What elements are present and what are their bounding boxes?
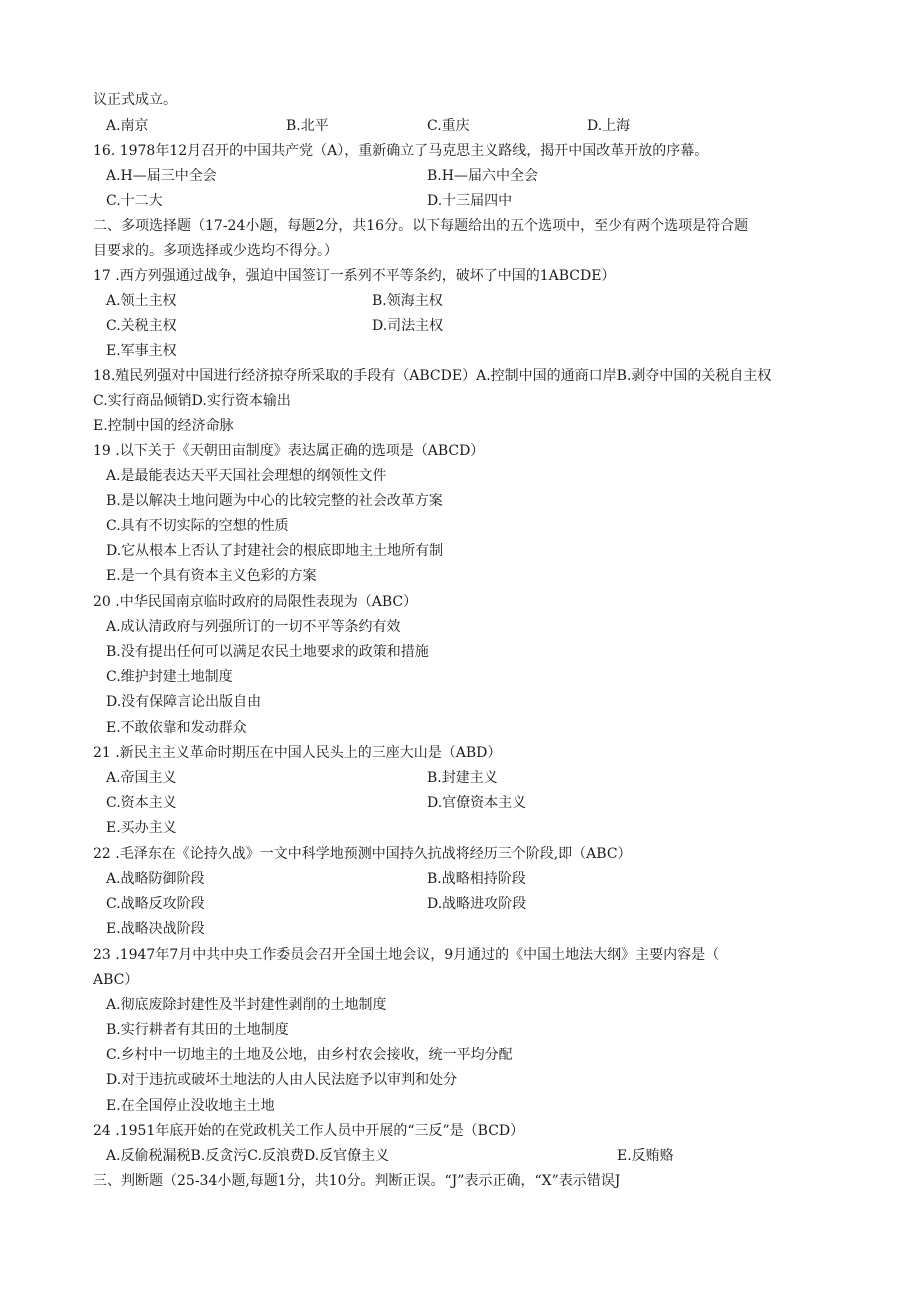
- question-19: 19 .以下关于《天朝田亩制度》表达属正确的选项是（ABCD）: [93, 443, 485, 459]
- question-17: 17 .西方列强通过战争，强迫中国签订一系列不平等条约，破坏了中国的1ABCDE）: [93, 268, 616, 284]
- option-e: E.军事主权: [106, 343, 177, 359]
- option-e: E.战略决战阶段: [106, 921, 205, 937]
- option-d: D.它从根本上否认了封建社会的根底即地主土地所有制: [106, 543, 444, 559]
- question-22: 22 .毛泽东在《论持久战》一文中科学地预测中国持久抗战将经历三个阶段,即（ABC）: [93, 846, 632, 862]
- option-d: D.战略进攻阶段: [427, 896, 527, 912]
- option-c: C.重庆: [427, 118, 470, 134]
- question-18-cont: E.控制中国的经济命脉: [93, 418, 234, 434]
- option-b: B.是以解决土地问题为中心的比较完整的社会改革方案: [106, 493, 443, 509]
- option-d: D.没有保障言论出版自由: [106, 694, 262, 710]
- section-2-heading-cont: 目要求的。多项选择或少选均不得分。）: [93, 243, 338, 259]
- option-a: A.帝国主义: [106, 770, 177, 786]
- option-a: A.是最能表达天平天国社会理想的纲领性文件: [106, 468, 387, 484]
- option-c: C.十二大: [106, 193, 163, 209]
- option-b: B.封建主义: [427, 770, 498, 786]
- question-24: 24 .1951年底开始的在党政机关工作人员中开展的“三反”是（BCD）: [93, 1123, 525, 1139]
- section-3-heading: 三、判断题（25-34小题,每题1分，共10分。判断正误。“J”表示正确，“X”表示错误J: [93, 1173, 621, 1189]
- section-2-heading: 二、多项选择题（17-24小题，每题2分，共16分。以下每题给出的五个选项中，至少有两个选项是符合题: [93, 218, 749, 234]
- option-a: A.成认清政府与列强所订的一切不平等条约有效: [106, 619, 401, 635]
- option-a: A.战略防御阶段: [106, 871, 205, 887]
- option-a: A.领土主权: [106, 293, 177, 309]
- options-a-to-d: A.反偷税漏税B.反贪污C.反浪费D.反官僚主义: [106, 1148, 390, 1164]
- option-c: C.乡村中一切地主的土地及公地，由乡村农会接收，统一平均分配: [106, 1047, 513, 1063]
- option-a: A.彻底废除封建性及半封建性剥削的土地制度: [106, 997, 387, 1013]
- option-e: E.在全国停止没收地主土地: [106, 1098, 275, 1114]
- option-e: E.反贿赂: [617, 1148, 674, 1164]
- text-line: 议正式成立。: [93, 92, 177, 108]
- option-c: C.资本主义: [106, 795, 177, 811]
- option-e: E.是一个具有资本主义色彩的方案: [106, 568, 317, 584]
- option-a: A.南京: [106, 118, 149, 134]
- option-d: D.对于违抗或破坏土地法的人由人民法庭予以审判和处分: [106, 1072, 458, 1088]
- option-c: C.维护封建土地制度: [106, 669, 233, 685]
- option-c: C.战略反攻阶段: [106, 896, 205, 912]
- option-b: B.战略相持阶段: [427, 871, 526, 887]
- question-20: 20 .中华民国南京临时政府的局限性表现为（ABC）: [93, 594, 418, 610]
- option-e: E.不敢依靠和发动群众: [106, 720, 247, 736]
- option-b: B.H—届六中全会: [427, 168, 538, 184]
- option-b: B.北平: [286, 118, 329, 134]
- option-d: D.官僚资本主义: [427, 795, 527, 811]
- question-23: 23 .1947年7月中共中央工作委员会召开全国土地会议，9月通过的《中国土地法大纲》主要内容是（: [93, 947, 720, 963]
- option-b: B.没有提出任何可以满足农民土地要求的政策和措施: [106, 644, 429, 660]
- option-c: C.关税主权: [106, 318, 177, 334]
- question-23-cont: ABC）: [93, 972, 139, 988]
- option-d: D.上海: [587, 118, 631, 134]
- question-18-cont: C.实行商品倾销D.实行资本输出: [93, 393, 291, 409]
- option-b: B.实行耕者有其田的土地制度: [106, 1022, 289, 1038]
- question-21: 21 .新民主主义革命时期压在中国人民头上的三座大山是（ABD）: [93, 745, 502, 761]
- option-b: B.领海主权: [372, 293, 443, 309]
- question-18: 18.殖民列强对中国进行经济掠夺所采取的手段有（ABCDE）A.控制中国的通商口岸B.剥夺中国的关税自主权: [93, 368, 772, 384]
- question-16: 16. 1978年12月召开的中国共产党（A），重新确立了马克思主义路线，揭开中国改革开放的序幕。: [93, 143, 709, 159]
- option-d: D.司法主权: [372, 318, 444, 334]
- option-c: C.具有不切实际的空想的性质: [106, 518, 289, 534]
- option-a: A.H—届三中全会: [106, 168, 217, 184]
- option-e: E.买办主义: [106, 820, 177, 836]
- option-d: D.十三届四中: [427, 193, 513, 209]
